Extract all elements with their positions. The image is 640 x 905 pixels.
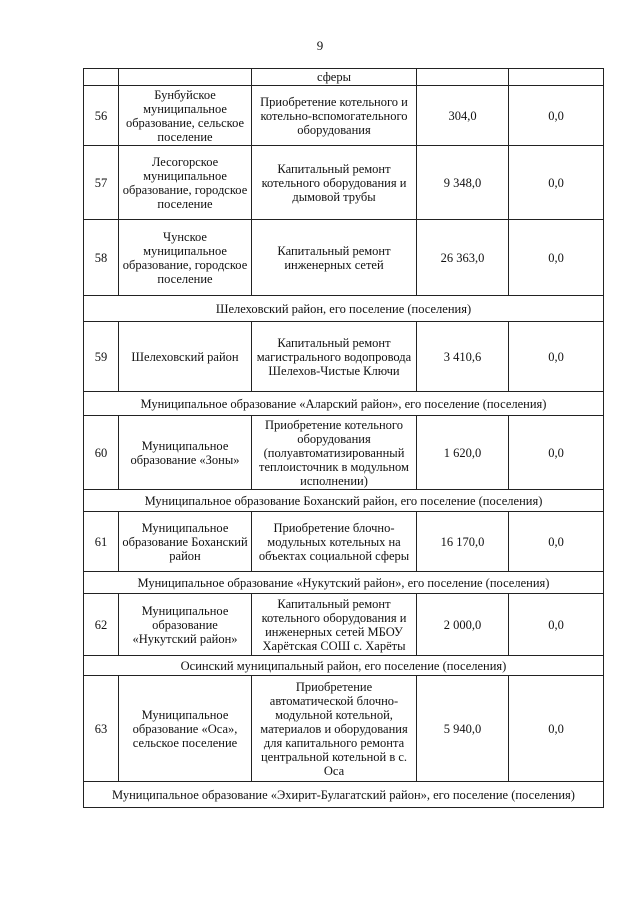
amount-cell: 26 363,0: [417, 220, 509, 296]
table-row: [84, 146, 604, 220]
second-amount-cell: 0,0: [509, 676, 604, 782]
section-title: Осинский муниципальный район, его поселение (поселения): [84, 656, 604, 676]
table-row: [84, 676, 604, 782]
purpose-cell: Капитальный ремонт магистрального водопровода Шелехов-Чистые Ключи: [252, 322, 417, 392]
second-amount-cell: 0,0: [509, 86, 604, 146]
continued-purpose-cell: сферы: [252, 69, 417, 86]
municipality-name-cell: Лесогорское муниципальное образование, городское поселение: [119, 146, 252, 220]
table-row: [84, 416, 604, 490]
section-title: Шелеховский район, его поселение (поселения): [84, 296, 604, 322]
continued-amount-cell: [417, 69, 509, 86]
municipality-name-cell: Муниципальное образование «Оса», сельское поселение: [119, 676, 252, 782]
amount-cell: 1 620,0: [417, 416, 509, 490]
table-row: [84, 220, 604, 296]
section-row: [84, 572, 604, 594]
purpose-cell: Приобретение блочно-модульных котельных на объектах социальной сферы: [252, 512, 417, 572]
section-row: [84, 782, 604, 808]
purpose-cell: Капитальный ремонт котельного оборудования и инженерных сетей МБОУ Харётская СОШ с. Харёты: [252, 594, 417, 656]
second-amount-cell: 0,0: [509, 146, 604, 220]
municipality-name-cell: Чунское муниципальное образование, городское поселение: [119, 220, 252, 296]
municipality-name-cell: Шелеховский район: [119, 322, 252, 392]
purpose-cell: Приобретение котельного оборудования (полуавтоматизированный теплоисточник в модульном исполнении): [252, 416, 417, 490]
row-number-cell: 60: [84, 416, 119, 490]
section-title: Муниципальное образование «Аларский район», его поселение (поселения): [84, 392, 604, 416]
row-number-cell: 63: [84, 676, 119, 782]
amount-cell: 304,0: [417, 86, 509, 146]
row-number-cell: 58: [84, 220, 119, 296]
amount-cell: 5 940,0: [417, 676, 509, 782]
continued-second-cell: [509, 69, 604, 86]
amount-cell: 9 348,0: [417, 146, 509, 220]
section-row: [84, 656, 604, 676]
second-amount-cell: 0,0: [509, 416, 604, 490]
purpose-cell: Капитальный ремонт инженерных сетей: [252, 220, 417, 296]
amount-cell: 2 000,0: [417, 594, 509, 656]
page-number: 9: [316, 38, 324, 53]
purpose-cell: Приобретение котельного и котельно-вспомогательного оборудования: [252, 86, 417, 146]
second-amount-cell: 0,0: [509, 512, 604, 572]
section-title: Муниципальное образование Боханский район, его поселение (поселения): [84, 490, 604, 512]
second-amount-cell: 0,0: [509, 322, 604, 392]
municipality-name-cell: Бунбуйское муниципальное образование, сельское поселение: [119, 86, 252, 146]
row-number-cell: 61: [84, 512, 119, 572]
section-row: [84, 490, 604, 512]
section-row: [84, 392, 604, 416]
table-body: [84, 69, 604, 808]
table-row: [84, 512, 604, 572]
purpose-cell: Капитальный ремонт котельного оборудования и дымовой трубы: [252, 146, 417, 220]
table-row: [84, 594, 604, 656]
row-number-cell: 62: [84, 594, 119, 656]
continued-no-cell: [84, 69, 119, 86]
continued-name-cell: [119, 69, 252, 86]
section-row: [84, 296, 604, 322]
table-row: [84, 322, 604, 392]
municipality-name-cell: Муниципальное образование «Нукутский район»: [119, 594, 252, 656]
amount-cell: 3 410,6: [417, 322, 509, 392]
purpose-cell: Приобретение автоматической блочно-модульной котельной, материалов и оборудования для капитального ремонта центральной котельной в с. Оса: [252, 676, 417, 782]
continued-row: [84, 69, 604, 86]
funding-table: [83, 68, 604, 808]
amount-cell: 16 170,0: [417, 512, 509, 572]
row-number-cell: 59: [84, 322, 119, 392]
table-row: [84, 86, 604, 146]
section-title: Муниципальное образование «Эхирит-Булагатский район», его поселение (поселения): [84, 782, 604, 808]
row-number-cell: 56: [84, 86, 119, 146]
municipality-name-cell: Муниципальное образование «Зоны»: [119, 416, 252, 490]
second-amount-cell: 0,0: [509, 594, 604, 656]
municipality-name-cell: Муниципальное образование Боханский район: [119, 512, 252, 572]
row-number-cell: 57: [84, 146, 119, 220]
second-amount-cell: 0,0: [509, 220, 604, 296]
section-title: Муниципальное образование «Нукутский район», его поселение (поселения): [84, 572, 604, 594]
